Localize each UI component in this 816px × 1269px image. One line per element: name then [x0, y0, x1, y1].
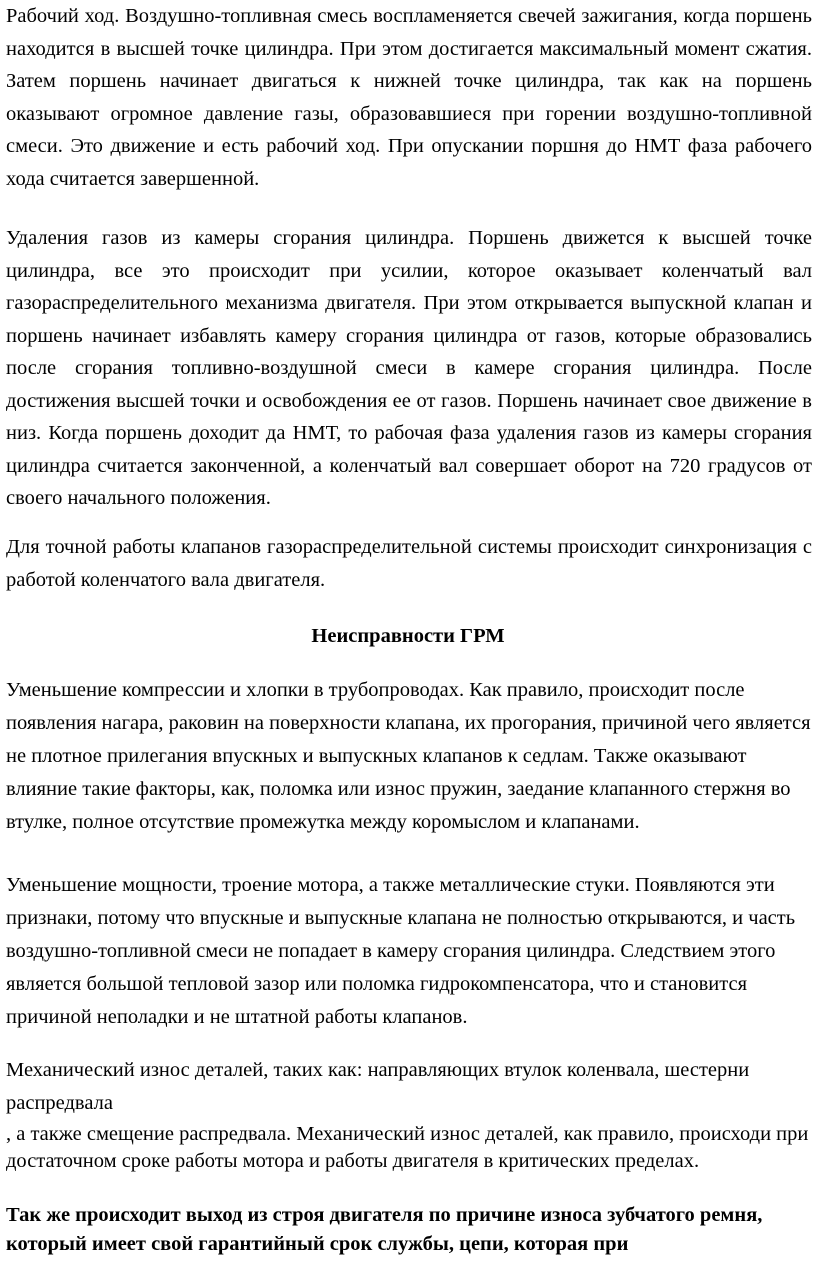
- fault-mechanical-wear: Механический износ деталей, таких как: направляющих втулок коленвала, шестерни распредвала: [6, 1059, 750, 1114]
- fault-compression: Уменьшение компрессии и хлопки в трубопроводах. Как правило, происходит после появления нагара, раковин на поверхности клапана, их прогорания, причиной чего является не плотное прилегания впускных и выпускных клапанов к седлам. Также оказывают влияние такие факторы, как, поломка или износ пружин, заедание клапанного стержня во втулке, полное отсутствие промежутка между коромыслом и клапанами.: [6, 679, 811, 833]
- paragraph-exhaust-stroke: Удаления газов из камеры сгорания цилиндра. Поршень движется к высшей точке цилиндра, все это происходит при усилии, которое оказывает коленчатый вал газораспределительного механизма двигателя. При этом открывается выпускной клапан и поршень начинает избавлять камеру сгорания цилиндра от газов, которые образовались после сгорания топливно-воздушной смеси в камере сгорания цилиндра. После достижения высшей точки и освобождения ее от газов. Поршень начинает свое движение в низ. Когда поршень доходит да НМТ, то рабочая фаза удаления газов из камеры сгорания цилиндра считается законченной, а коленчатый вал совершает оборот на 720 градусов от своего начального положения.: [6, 227, 812, 509]
- fault-timing-belt: Так же происходит выход из строя двигателя по причине износа зубчатого ремня, который имеет свой гарантийный срок службы, цепи, которая при: [6, 1204, 763, 1255]
- fault-camshaft-shift: , а также смещение распредвала. Механический износ деталей, как правило, происходи при достаточном сроке работы мотора и работы двигателя в критических пределах.: [6, 1123, 809, 1172]
- paragraph-working-stroke: Рабочий ход. Воздушно-топливная смесь воспламеняется свечей зажигания, когда поршень находится в высшей точке цилиндра. При этом достигается максимальный момент сжатия. Затем поршень начинает двигаться к нижней точке цилиндра, так как на поршень оказывают огромное давление газы, образовавшиеся при горении воздушно-топливной смеси. Это движение и есть рабочий ход. При опускании поршня до НМТ фаза рабочего хода считается завершенной.: [6, 5, 812, 190]
- fault-power-loss: Уменьшение мощности, троение мотора, а также металлические стуки. Появляются эти признаки, потому что впускные и выпускные клапана не полностью открываются, и часть воздушно-топливной смеси не попадает в камеру сгорания цилиндра. Следствием этого является большой тепловой зазор или поломка гидрокомпенсатора, что и становится причиной неполадки и не штатной работы клапанов.: [6, 874, 796, 1028]
- paragraph-valve-sync: Для точной работы клапанов газораспределительной системы происходит синхронизация с работой коленчатого вала двигателя.: [6, 536, 812, 591]
- section-heading: Неисправности ГРМ: [311, 625, 505, 647]
